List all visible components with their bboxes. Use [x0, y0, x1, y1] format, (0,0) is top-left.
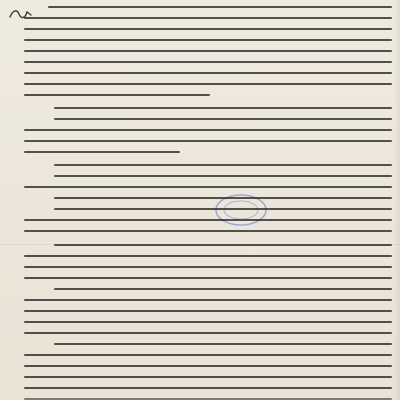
typed-text-line — [24, 387, 392, 389]
typed-text-line — [24, 186, 392, 188]
typed-text-line — [24, 376, 392, 378]
typed-text-line — [24, 255, 392, 257]
typed-text-line — [24, 94, 210, 96]
typed-text-line — [24, 277, 392, 279]
typed-text-line — [24, 17, 392, 19]
typed-text-line — [24, 129, 392, 131]
typed-text-line — [24, 230, 392, 232]
typed-text-line — [54, 197, 392, 199]
typed-text-line — [54, 175, 392, 177]
typed-text-line — [24, 61, 392, 63]
typed-text-line — [54, 288, 392, 290]
typed-text-line — [54, 208, 392, 210]
typed-text-line — [24, 310, 392, 312]
typed-text-line — [48, 6, 392, 8]
typed-text-line — [24, 50, 392, 52]
typed-text-line — [24, 219, 392, 221]
typed-text-line — [54, 164, 392, 166]
typed-text-line — [24, 299, 392, 301]
typed-text-line — [54, 343, 392, 345]
typed-text-line — [24, 140, 392, 142]
typed-text-line — [24, 72, 392, 74]
typed-text-line — [24, 266, 392, 268]
typed-text-line — [24, 28, 392, 30]
typed-text-line — [24, 332, 392, 334]
typed-text-line — [24, 321, 392, 323]
typed-text-line — [54, 107, 392, 109]
typed-text-line — [54, 118, 392, 120]
typed-text-line — [24, 365, 392, 367]
paper-edge-shadow — [394, 0, 400, 400]
typed-text-line — [54, 244, 392, 246]
typed-text-line — [24, 83, 392, 85]
typed-text-line — [24, 39, 392, 41]
typed-text-line — [24, 354, 392, 356]
typed-text-line — [24, 151, 180, 153]
handwritten-page-mark — [8, 6, 34, 22]
